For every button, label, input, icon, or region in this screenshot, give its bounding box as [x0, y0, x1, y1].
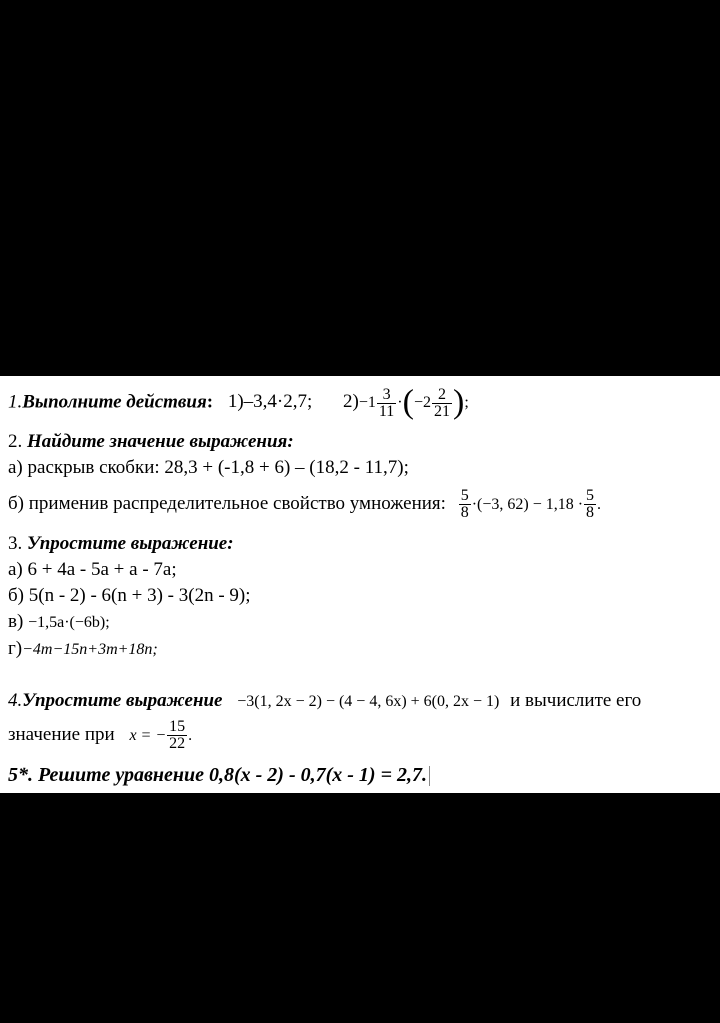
- task2-heading: [8, 431, 294, 453]
- task5-text: 5*. Решите уравнение 0,8(x - 2) - 0,7(x - 1) = 2,7.: [8, 764, 427, 786]
- task3-g: [8, 638, 158, 660]
- task3-number: 3.: [8, 533, 23, 554]
- task2-number: 2.: [8, 431, 23, 452]
- task1-expr1: 1)–3,4·2,7;: [227, 391, 313, 413]
- task4-x-eq: x = −: [129, 726, 167, 744]
- task3-v: [8, 611, 110, 633]
- task1-colon: :: [206, 391, 214, 413]
- task1-frac1-num: 3: [377, 387, 396, 404]
- task1-expr2-whole: −1: [358, 394, 376, 412]
- task3-g-expr: −4m−15n+3m+18n;: [22, 641, 158, 658]
- task1-inner-whole: −2: [413, 394, 431, 412]
- task2-b-end: .: [597, 495, 602, 513]
- task4-frac: [167, 719, 187, 752]
- task3-title: Упростите выражение:: [27, 533, 234, 554]
- text-cursor: [429, 766, 430, 786]
- task2-b-mid: ·(−3, 62) − 1,18 ·: [471, 495, 584, 513]
- left-paren: (: [402, 384, 414, 421]
- task4-frac-num: 15: [169, 718, 186, 735]
- task1-end: ;: [464, 394, 469, 412]
- task2-frac2: [584, 488, 596, 521]
- task4-tail: и вычислите его: [510, 690, 642, 711]
- task4-line1: [8, 690, 641, 712]
- task4-frac-den: 22: [169, 735, 186, 752]
- task1-frac1: [377, 387, 396, 420]
- task4-title: Упростите выражение: [22, 690, 223, 711]
- task3-a: а) 6 + 4a - 5a + a - 7a;: [8, 559, 177, 580]
- right-paren: ): [452, 384, 465, 421]
- task2-b: [8, 488, 601, 521]
- task3-g-label: г): [8, 638, 23, 659]
- task2-frac1-num: 5: [460, 487, 469, 504]
- task1-frac2-num: 2: [432, 387, 452, 404]
- task2-b-text: б) применив распределительное свойство умножения:: [8, 492, 446, 514]
- task2-frac1: [459, 488, 471, 521]
- task4-expr: −3(1, 2x − 2) − (4 − 4, 6x) + 6(0, 2x − 1): [237, 693, 500, 710]
- task3-heading: [8, 533, 234, 555]
- task2-frac2-num: 5: [586, 487, 595, 504]
- task2-a: а) раскрыв скобки: 28,3 + (-1,8 + 6) – (18,2 - 11,7);: [8, 457, 409, 478]
- task1-dot: ·: [397, 394, 403, 412]
- task4-line2: [8, 719, 192, 752]
- task3-v-label: в): [8, 611, 24, 632]
- task4-line2-text: значение при: [8, 723, 115, 745]
- task1-frac1-den: 11: [378, 402, 395, 420]
- task2-frac2-den: 8: [586, 504, 595, 521]
- task1-frac2: [432, 387, 452, 420]
- task1-expr2-prefix: 2): [343, 391, 359, 413]
- task4-number: 4.: [8, 690, 23, 711]
- task1-title: Выполните действия: [22, 391, 207, 413]
- worksheet: [0, 376, 720, 793]
- task3-b: б) 5(n - 2) - 6(n + 3) - 3(2n - 9);: [8, 585, 251, 606]
- task3-v-expr: −1,5a·(−6b);: [28, 614, 110, 631]
- task2-frac1-den: 8: [460, 504, 469, 521]
- task5-line: [8, 764, 430, 787]
- task4-end: .: [188, 726, 193, 744]
- task1-number: 1.: [8, 391, 23, 413]
- task1-frac2-den: 21: [433, 402, 450, 420]
- task2-title: Найдите значение выражения:: [27, 431, 294, 452]
- task1-line: [8, 386, 469, 420]
- task1-expr2: [343, 384, 469, 421]
